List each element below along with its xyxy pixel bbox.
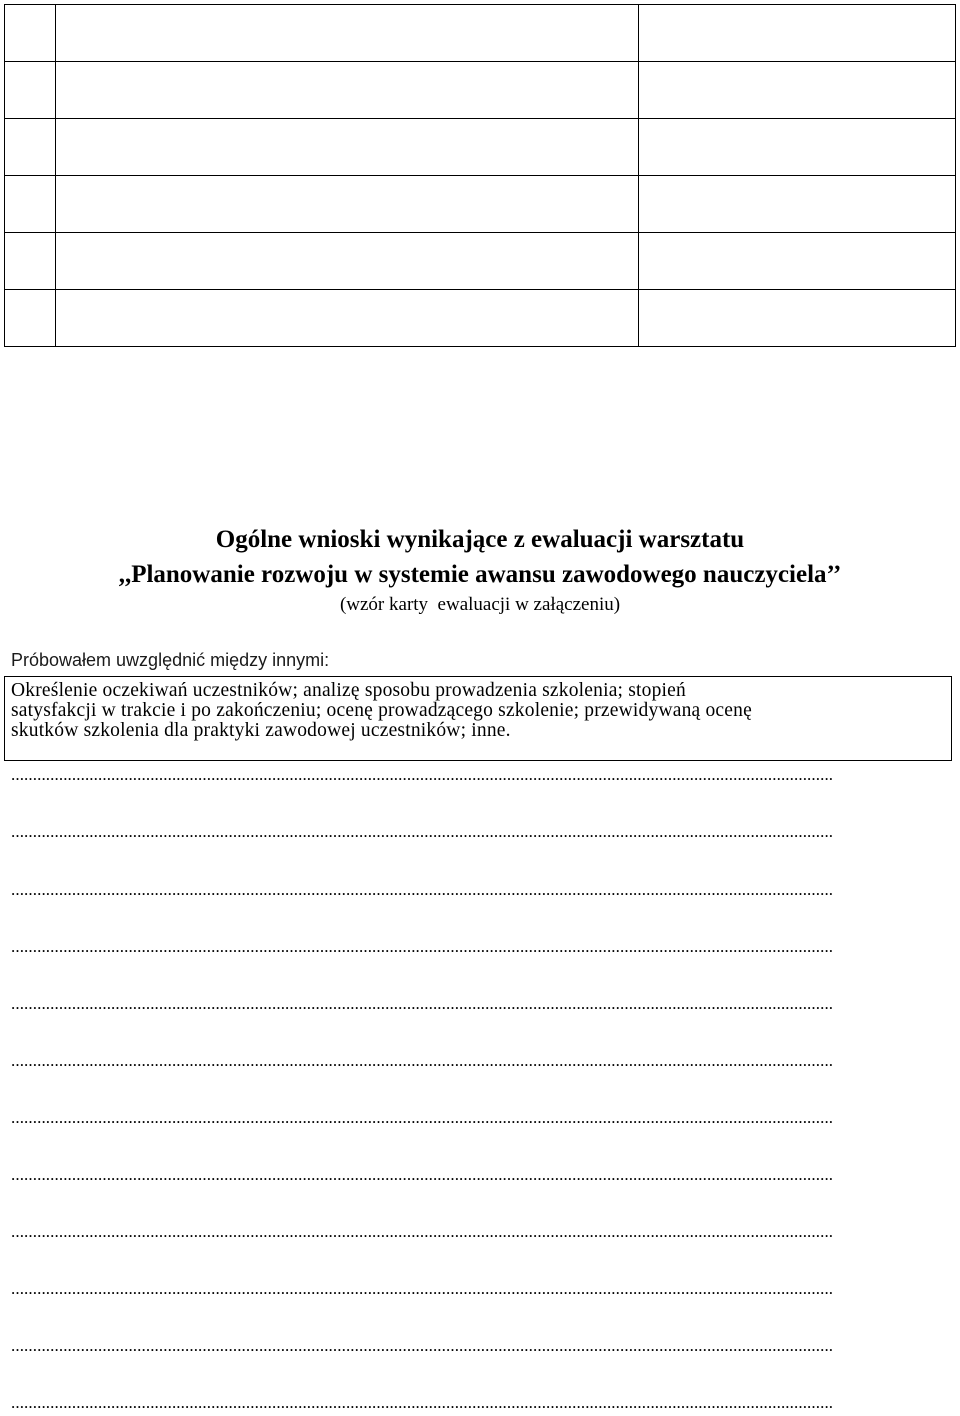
table-cell [639, 119, 956, 176]
dotted-answer-line[interactable]: ............................................................................................................................................................................................. [11, 822, 834, 841]
table-cell [56, 290, 639, 347]
form-title: Ogólne wnioski wynikające z ewaluacji warsztatu [215, 526, 745, 553]
empty-grid-table [4, 4, 956, 347]
table-cell [639, 5, 956, 62]
table-cell [639, 62, 956, 119]
table-row [5, 290, 956, 347]
table-row [5, 62, 956, 119]
table-row [5, 5, 956, 62]
table-row [5, 119, 956, 176]
workshop-name: ,,Planowanie rozwoju w systemie awansu zawodowego nauczyciela’’ [118, 561, 842, 588]
table-cell [639, 233, 956, 290]
table-cell [5, 62, 56, 119]
dotted-answer-line[interactable]: ............................................................................................................................................................................................. [11, 1222, 834, 1241]
criteria-line: Określenie oczekiwań uczestników; analizę sposobu prowadzenia szkolenia; stopień [11, 680, 686, 701]
form-subtitle: (wzór karty ewaluacji w załączeniu) [339, 594, 621, 615]
table-cell [5, 233, 56, 290]
table-row [5, 176, 956, 233]
dotted-answer-line[interactable]: ............................................................................................................................................................................................. [11, 765, 834, 784]
table-cell [639, 290, 956, 347]
table-cell [56, 119, 639, 176]
table-cell [5, 5, 56, 62]
table-cell [639, 176, 956, 233]
criteria-line: skutków szkolenia dla praktyki zawodowej uczestników; inne. [11, 720, 511, 741]
dotted-answer-line[interactable]: ............................................................................................................................................................................................. [11, 880, 834, 899]
dotted-answer-line[interactable]: ............................................................................................................................................................................................. [11, 1279, 834, 1298]
table-cell [56, 176, 639, 233]
table-row [5, 233, 956, 290]
table-cell [5, 119, 56, 176]
dotted-answer-line[interactable]: ............................................................................................................................................................................................. [11, 937, 834, 956]
criteria-line: satysfakcji w trakcie i po zakończeniu; ocenę prowadzącego szkolenie; przewidywaną ocenę [11, 700, 752, 721]
dotted-answer-line[interactable]: ............................................................................................................................................................................................. [11, 994, 834, 1013]
dotted-answer-line[interactable]: ............................................................................................................................................................................................. [11, 1165, 834, 1184]
dotted-answer-line[interactable]: ............................................................................................................................................................................................. [11, 1393, 834, 1412]
table-cell [56, 233, 639, 290]
dotted-answer-line[interactable]: ............................................................................................................................................................................................. [11, 1336, 834, 1355]
table-cell [5, 176, 56, 233]
table-cell [5, 290, 56, 347]
dotted-answer-line[interactable]: ............................................................................................................................................................................................. [11, 1051, 834, 1070]
intro-text: Próbowałem uwzględnić między innymi: [11, 650, 330, 670]
table-cell [56, 62, 639, 119]
table-cell [56, 5, 639, 62]
dotted-answer-line[interactable]: ............................................................................................................................................................................................. [11, 1108, 834, 1127]
criteria-box [4, 676, 952, 761]
